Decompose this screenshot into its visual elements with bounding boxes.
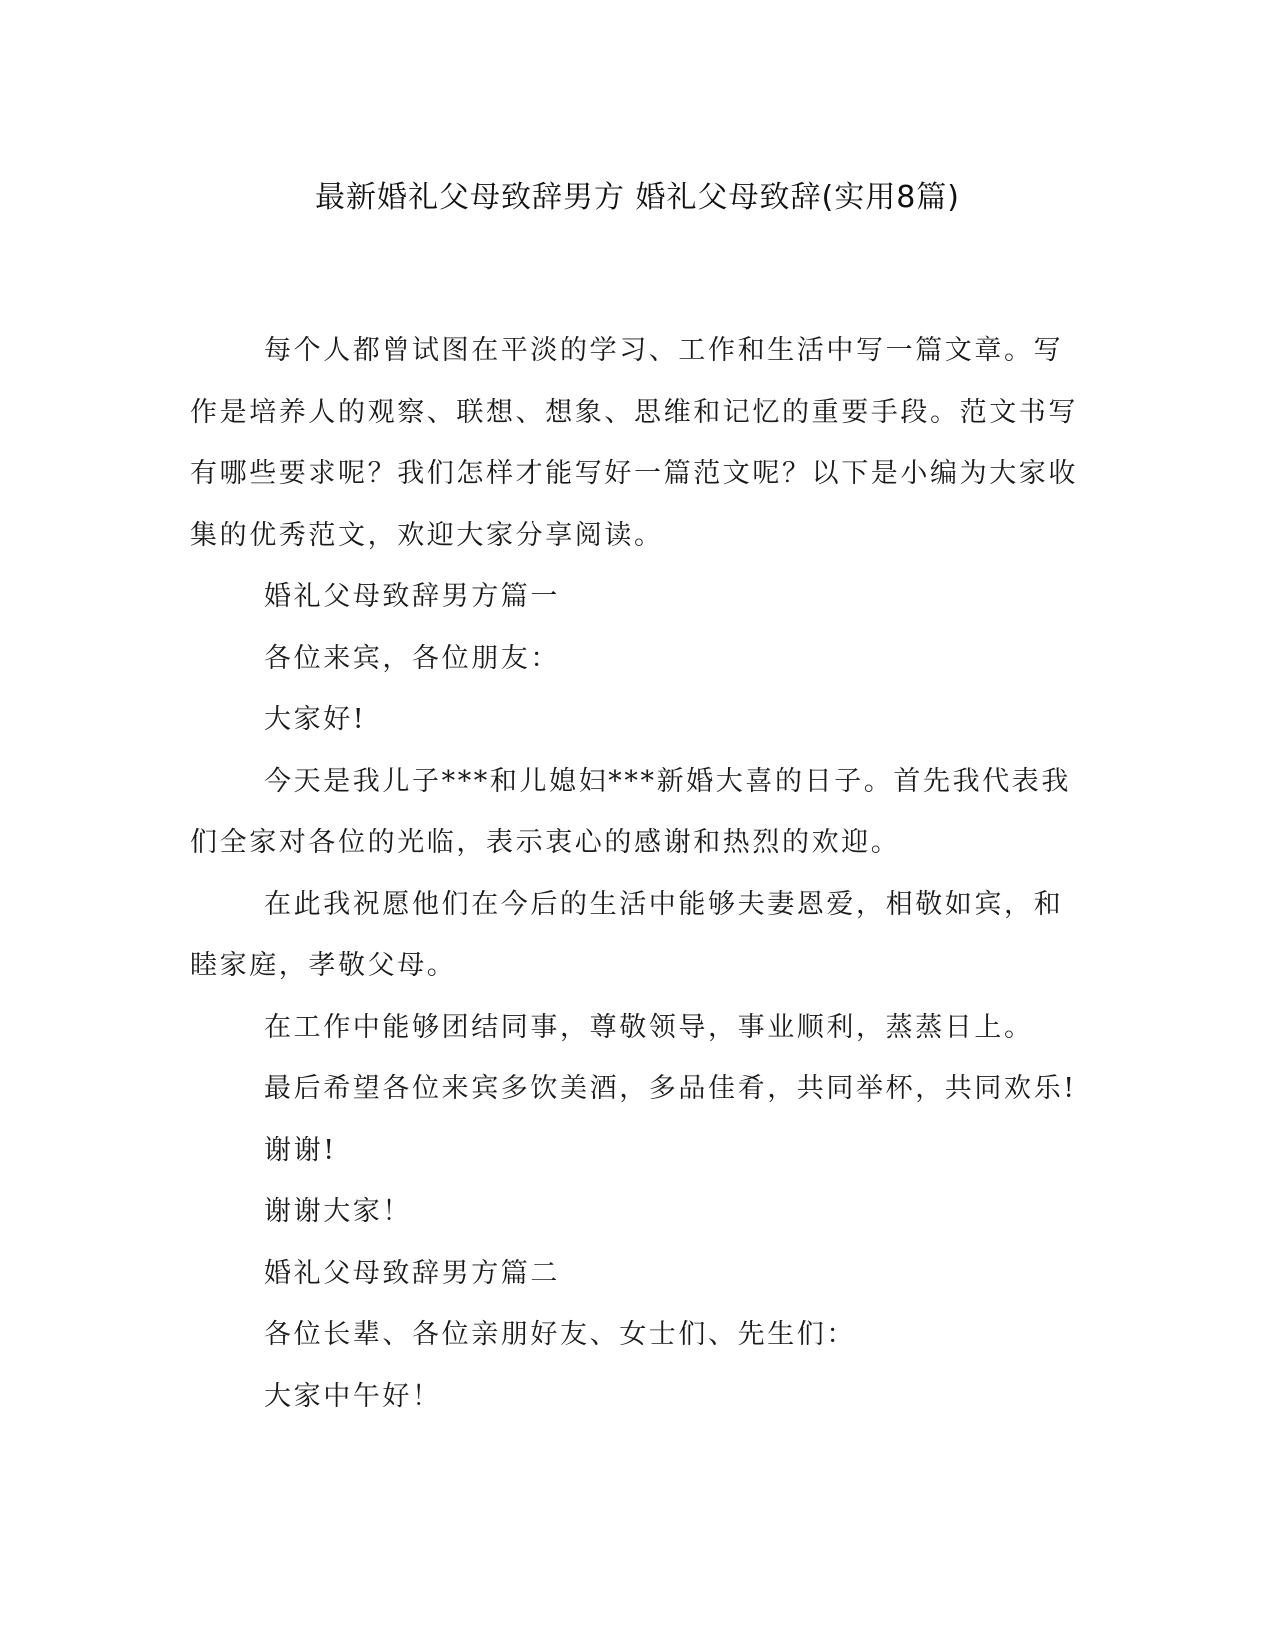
paragraph: 在工作中能够团结同事，尊敬领导，事业顺利，蒸蒸日上。 — [264, 1011, 1034, 1043]
section-heading-1: 婚礼父母致辞男方篇一 — [264, 581, 560, 612]
document-body — [190, 320, 1080, 1427]
section-heading-2: 婚礼父母致辞男方篇二 — [264, 1257, 560, 1289]
paragraph: 今天是我儿子***和儿媳妇***新婚大喜的日子。首先我代表我们全家对各位的光临，表示衷心的感谢和热烈的欢迎。 — [190, 765, 1071, 858]
paragraph: 谢谢! — [264, 1134, 337, 1166]
paragraph: 谢谢大家！ — [264, 1196, 412, 1227]
paragraph: 最后希望各位来宾多饮美酒，多品佳肴，共同举杯，共同欢乐! — [264, 1073, 1077, 1104]
document-title: 最新婚礼父母致辞男方 婚礼父母致辞(实用8篇) — [314, 180, 961, 215]
paragraph: 在此我祝愿他们在今后的生活中能够夫妻恩爱，相敬如宾，和睦家庭，孝敬父母。 — [190, 888, 1064, 981]
paragraph: 大家好! — [264, 704, 367, 735]
paragraph: 大家中午好！ — [264, 1380, 442, 1412]
paragraph: 各位长辈、各位亲朋好友、女士们、先生们： — [264, 1319, 856, 1350]
paragraph-intro: 每个人都曾试图在平淡的学习、工作和生活中写一篇文章。写作是培养人的观察、联想、想象、思维和记忆的重要手段。范文书写有哪些要求呢？我们怎样才能写好一篇范文呢？以下是小编为大家收集的优秀范文，欢迎大家分享阅读。 — [190, 335, 1078, 551]
paragraph: 各位来宾，各位朋友： — [264, 642, 560, 674]
